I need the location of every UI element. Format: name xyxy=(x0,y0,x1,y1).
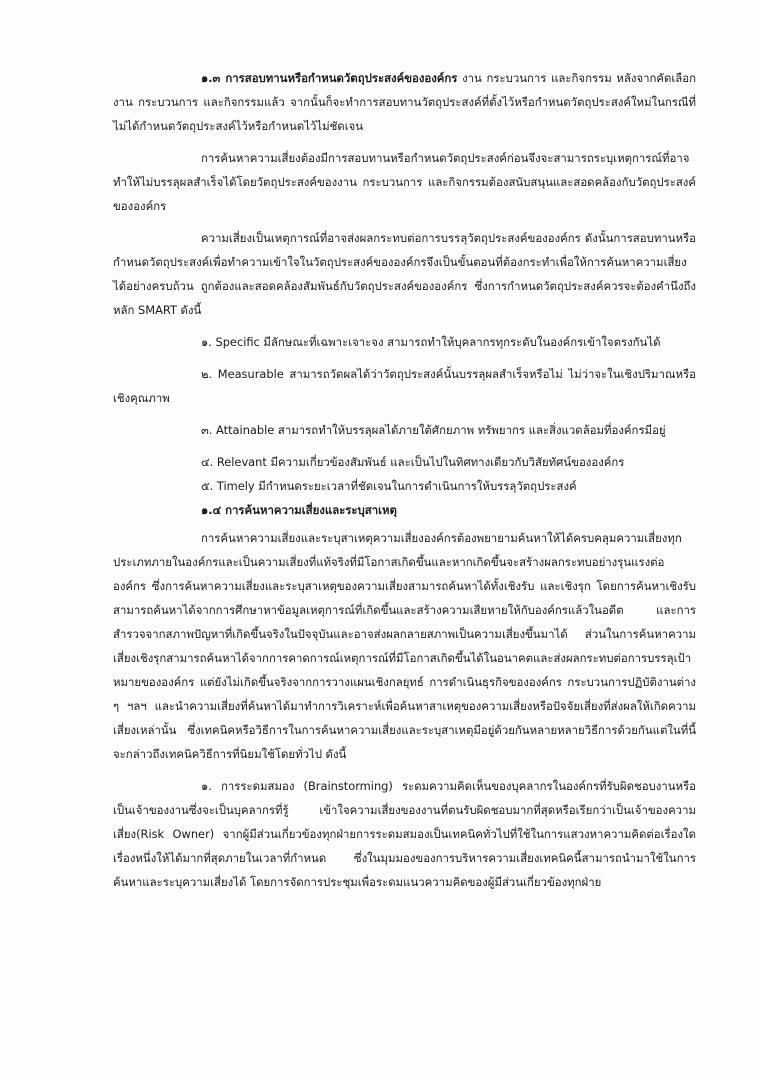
section-1-4-paragraph-1: การค้นหาความเสี่ยงและระบุสาเหตุความเสี่ยงองค์กรต้องพยายามค้นหาให้ได้ครบคลุมความเสี่ยงทุกประเภทภายในองค์กรและเป็นความเสี่ยงที่แท้จริงที่มีโอกาสเกิดขึ้นและหากเกิดขึ้นจะสร้างผลกระทบอย่างรุนแรงต่อองค์กร ซึ่งการค้นหาความเสี่ยงและระบุสาเหตุของความเสี่ยงสามารถค้นหาได้ทั้งเชิงรับ และเชิงรุก โดยการค้นหาเชิงรับสามารถค้นหาได้จากการศึกษาหาข้อมูลเหตุการณ์ที่เกิดขึ้นและสร้างความเสียหายให้กับองค์กรแล้วในอดีต และการสำรวจจากสภาพปัญหาที่เกิดขึ้นจริงในปัจจุบันและอาจส่งผลกลายสภาพเป็นความเสี่ยงขึ้นมาได้ ส่วนในการค้นหาความเสี่ยงเชิงรุกสามารถค้นหาได้จากการคาดการณ์เหตุการณ์ที่มีโอกาสเกิดขึ้นได้ในอนาคตและส่งผลกระทบต่อการบรรลุเป้าหมายขององค์กร แต่ยังไม่เกิดขึ้นจริงจากการวางแผนเชิงกลยุทธ์ การดำเนินธุรกิจขององค์กร กระบวนการปฏิบัติงานต่าง ๆ ฯลฯ และนำความเสี่ยงที่ค้นหาได้มาทำการวิเคราะห์เพื่อค้นหาสาเหตุของความเสี่ยงหรือปัจจัยเสี่ยงที่ส่งผลให้เกิดความเสี่ยงเหล่านั้น ซึ่งเทคนิคหรือวิธีการในการค้นหาความเสี่ยงและระบุสาเหตุมีอยู่ด้วยกันหลายหลายวิธีการด้วยกันแต่ในที่นี้จะกล่าวถึงเทคนิควิธีการที่นิยมใช้โดยทั่วไป ดังนี้ xyxy=(113,531,696,761)
smart-item-measurable: ๒. Measurable สามารถวัดผลได้ว่าวัตถุประสงค์นั้นบรรลุผลสำเร็จหรือไม่ ไม่ว่าจะในเชิงปริมาณหรือเชิงคุณภาพ xyxy=(113,367,696,405)
section-1-3-intro: งาน กระบวนการ และกิจกรรม หลังจากคัดเลือกงาน กระบวนการ และกิจกรรมแล้ว จากนั้นก็จะทำการสอบทานวัตถุประสงค์ที่ตั้งไว้หรือกำหนดวัตถุประสงค์ใหม่ในกรณีที่ไม่ได้กำหนดวัตถุประสงค์ไว้หรือกำหนดไว้ไม่ชัดเจน xyxy=(113,71,697,133)
section-1-4-paragraph-2: ๑. การระดมสมอง (Brainstorming) ระดมความคิดเห็นของบุคลากรในองค์กรที่รับผิดชอบงานหรือเป็นเจ้าของงานซึ่งจะเป็นบุคลากรที่รู้ เข้าใจความเสี่ยงของงานที่ตนรับผิดชอบมากที่สุดหรือเรียกว่าเป็นเจ้าของความเสี่ยง(Risk Owner) จากผู้มีส่วนเกี่ยวข้องทุกฝ่ายการระดมสมองเป็นเทคนิคทั่วไปที่ใช้ในการแสวงหาความคิดต่อเรื่องใดเรื่องหนึ่งให้ได้มากที่สุดภายในเวลาที่กำหนด ซึ่งในมุมมองของการบริหารความเสี่ยงเทคนิคนี้สามารถนำมาใช้ในการค้นหาและระบุความเสี่ยงได้ โดยการจัดการประชุมเพื่อระดมแนวความคิดของผู้มีส่วนเกี่ยวข้องทุกฝ่าย xyxy=(113,779,696,889)
section-1-3-paragraph-2: การค้นหาความเสี่ยงต้องมีการสอบทานหรือกำหนดวัตถุประสงค์ก่อนจึงจะสามารถระบุเหตุการณ์ที่อาจทำให้ไม่บรรลุผลสำเร็จได้โดยวัตถุประสงค์ของงาน กระบวนการ และกิจกรรมต้องสนับสนุนและสอดคล้องกับวัตถุประสงค์ขององค์กร xyxy=(113,151,696,213)
smart-item-specific: ๑. Specific มีลักษณะที่เฉพาะเจาะจง สามารถทำให้บุคลากรทุกระดับในองค์กรเข้าใจตรงกันได้ xyxy=(201,335,661,349)
section-1-4-heading: ๑.๔ การค้นหาความเสี่ยงและระบุสาเหตุ xyxy=(201,503,397,517)
smart-item-attainable: ๓. Attainable สามารถทำให้บรรลุผลได้ภายใต้ศักยภาพ ทรัพยากร และสิ่งแวดล้อมที่องค์กรมีอยู่ xyxy=(201,423,666,437)
section-1-3-paragraph-1 xyxy=(113,66,696,138)
smart-item-timely: ๕. Timely มีกำหนดระยะเวลาที่ชัดเจนในการดำเนินการให้บรรลุวัตถุประสงค์ xyxy=(201,479,577,493)
section-1-3-paragraph-3: ความเสี่ยงเป็นเหตุการณ์ที่อาจส่งผลกระทบต่อการบรรลุวัตถุประสงค์ขององค์กร ดังนั้นการสอบทานหรือกำหนดวัตถุประสงค์เพื่อทำความเข้าใจในวัตถุประสงค์ขององค์กรจึงเป็นขั้นตอนที่ต้องกระทำเพื่อให้การค้นหาความเสี่ยงได้อย่างครบถ้วน ถูกต้องและสอดคล้องสัมพันธ์กับวัตถุประสงค์ขององค์กร ซึ่งการกำหนดวัตถุประสงค์ควรจะต้องคำนึงถึงหลัก SMART ดังนี้ xyxy=(113,231,696,317)
section-1-3-heading: ๑.๓ การสอบทานหรือกำหนดวัตถุประสงค์ขององค์กร xyxy=(201,71,458,85)
smart-item-relevant: ๔. Relevant มีความเกี่ยวข้องสัมพันธ์ และเป็นไปในทิศทางเดียวกับวิสัยทัศน์ขององค์กร xyxy=(201,455,625,469)
